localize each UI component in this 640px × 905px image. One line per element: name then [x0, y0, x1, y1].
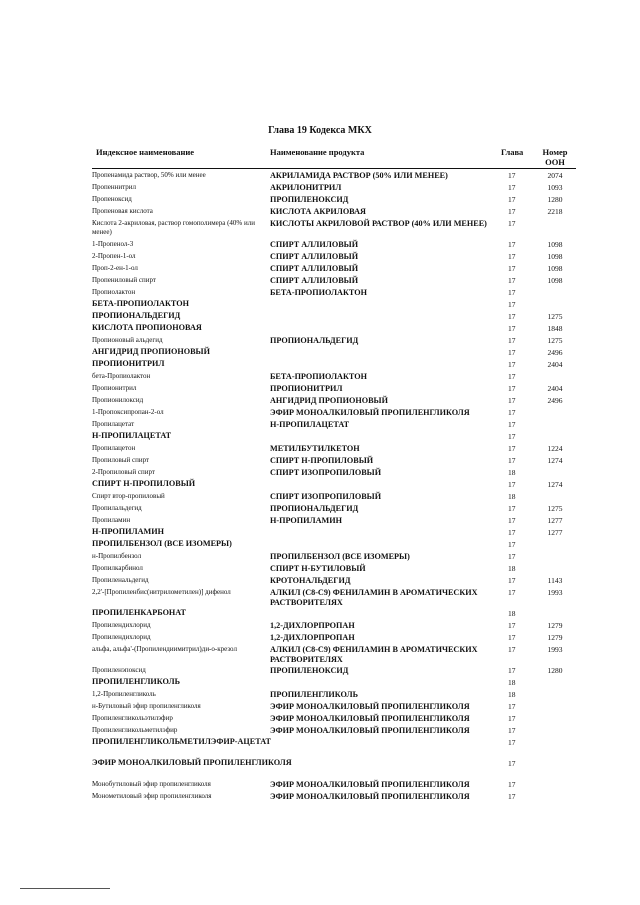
- product-name-cell: ПРОПИОНАЛЬДЕГИД: [270, 336, 359, 345]
- column-header-un-number: [538, 147, 572, 167]
- un-number-cell: 1277: [547, 516, 563, 525]
- product-name-cell: ЭФИР МОНОАЛКИЛОВЫЙ ПРОПИЛЕНГЛИКОЛЯ: [270, 702, 470, 711]
- un-number-cell: 2074: [547, 171, 563, 180]
- table-row: [0, 240, 640, 252]
- un-number-cell: 1848: [547, 324, 563, 333]
- index-name-cell: Пропионитрил: [92, 384, 137, 392]
- index-name-cell: ПРОПИОНАЛЬДЕГИД: [92, 311, 181, 320]
- un-number-cell: 1275: [547, 312, 563, 321]
- table-row: [0, 780, 640, 792]
- table-row: [0, 540, 640, 552]
- un-number-cell: 1280: [547, 195, 563, 204]
- column-header-chapter: Глава: [501, 147, 524, 157]
- index-name-cell: Пропилкарбинол: [92, 564, 143, 572]
- un-number-cell: 1098: [547, 276, 563, 285]
- table-row: [0, 207, 640, 219]
- table-row: [0, 396, 640, 408]
- un-number-cell: 1279: [547, 633, 563, 642]
- table-row: [0, 264, 640, 276]
- product-name-cell: СПИРТ Н-БУТИЛОВЫЙ: [270, 564, 366, 573]
- index-name-cell: Пропиленгликольметилэфир: [92, 726, 178, 734]
- un-number-cell: 1098: [547, 264, 563, 273]
- index-name-cell: Пропионовый альдегид: [92, 336, 163, 344]
- table-row: [0, 714, 640, 726]
- chapter-cell: 17: [508, 444, 516, 453]
- index-name-cell: Монометиловый эфир пропиленгликоля: [92, 792, 212, 800]
- chapter-cell: 17: [508, 621, 516, 630]
- product-name-cell: КРОТОНАЛЬДЕГИД: [270, 576, 351, 585]
- index-name-cell: н-Пропилбензол: [92, 552, 142, 560]
- footnote-divider: [20, 888, 110, 889]
- chapter-cell: 17: [508, 516, 516, 525]
- chapter-cell: 17: [508, 420, 516, 429]
- chapter-cell: 18: [508, 690, 516, 699]
- index-name-cell: 2,2'-[Пропиленбис(нитрилометилен)] дифенол: [92, 588, 231, 596]
- chapter-cell: 17: [508, 540, 516, 549]
- table-row: [0, 552, 640, 564]
- table-row: [0, 171, 640, 183]
- chapter-cell: 17: [508, 372, 516, 381]
- un-number-cell: 1275: [547, 504, 563, 513]
- table-row: [0, 183, 640, 195]
- product-name-cell: ЭФИР МОНОАЛКИЛОВЫЙ ПРОПИЛЕНГЛИКОЛЯ: [270, 714, 470, 723]
- chapter-cell: 18: [508, 678, 516, 687]
- product-name-cell: СПИРТ ИЗОПРОПИЛОВЫЙ: [270, 492, 382, 501]
- index-name-cell: Пропиленальдегид: [92, 576, 149, 584]
- table-row: [0, 678, 640, 690]
- index-name-cell: 2-Пропен-1-ол: [92, 252, 136, 260]
- chapter-cell: 17: [508, 171, 516, 180]
- product-name-cell: АЛКИЛ (С8-С9) ФЕНИЛАМИН В АРОМАТИЧЕСКИХ РАСТВОРИТЕЛЯХ: [270, 645, 478, 664]
- chapter-cell: 17: [508, 312, 516, 321]
- product-name-cell: БЕТА-ПРОПИОЛАКТОН: [270, 288, 367, 297]
- chapter-cell: 17: [508, 252, 516, 261]
- un-number-cell: 2496: [547, 396, 563, 405]
- index-name-cell: Пропеноксид: [92, 195, 132, 203]
- chapter-cell: 17: [508, 528, 516, 537]
- index-name-cell: Проп-2-ен-1-ол: [92, 264, 138, 272]
- table-row: [0, 792, 640, 804]
- product-name-cell: Н-ПРОПИЛАЦЕТАТ: [270, 420, 350, 429]
- chapter-cell: 17: [508, 714, 516, 723]
- index-name-cell: Пропенамида раствор, 50% или менее: [92, 171, 206, 179]
- product-name-cell: СПИРТ ИЗОПРОПИЛОВЫЙ: [270, 468, 382, 477]
- table-row: [0, 759, 640, 780]
- un-number-cell: 2404: [547, 384, 563, 393]
- product-name-cell: КИСЛОТА АКРИЛОВАЯ: [270, 207, 366, 216]
- index-name-cell: Пропиламин: [92, 516, 131, 524]
- table-row: [0, 492, 640, 504]
- index-name-cell: 1-Пропенол-3: [92, 240, 134, 248]
- index-name-cell: Н-ПРОПИЛАЦЕТАТ: [92, 431, 172, 440]
- chapter-cell: 18: [508, 492, 516, 501]
- un-number-cell: 1277: [547, 528, 563, 537]
- table-row: [0, 408, 640, 420]
- index-name-cell: АНГИДРИД ПРОПИОНОВЫЙ: [92, 347, 210, 356]
- chapter-cell: 17: [508, 666, 516, 675]
- table-row: [0, 444, 640, 456]
- index-name-cell: КИСЛОТА ПРОПИОНОВАЯ: [92, 323, 202, 332]
- column-header-index-name: Индексное наименование: [96, 147, 195, 157]
- index-name-cell: Пропионилоксид: [92, 396, 144, 404]
- product-name-cell: СПИРТ АЛЛИЛОВЫЙ: [270, 276, 359, 285]
- chapter-cell: 17: [508, 264, 516, 273]
- product-name-cell: ПРОПИОНАЛЬДЕГИД: [270, 504, 359, 513]
- index-name-cell: ПРОПИОНИТРИЛ: [92, 359, 165, 368]
- product-name-cell: АКРИЛАМИДА РАСТВОР (50% ИЛИ МЕНЕЕ): [270, 171, 448, 180]
- index-name-cell: альфа, альфа'-(Пропилендиимитрил)ди-о-крезол: [92, 645, 237, 653]
- index-name-cell: Пропилальдегид: [92, 504, 142, 512]
- product-name-cell: КИСЛОТЫ АКРИЛОВОЙ РАСТВОР (40% ИЛИ МЕНЕЕ): [270, 219, 487, 228]
- table-row: [0, 702, 640, 714]
- table-row: [0, 633, 640, 645]
- product-name-cell: СПИРТ АЛЛИЛОВЫЙ: [270, 264, 359, 273]
- product-name-cell: ЭФИР МОНОАЛКИЛОВЫЙ ПРОПИЛЕНГЛИКОЛЯ: [270, 408, 470, 417]
- index-name-cell: ПРОПИЛБЕНЗОЛ (ВСЕ ИЗОМЕРЫ): [92, 539, 232, 548]
- table-row: [0, 456, 640, 468]
- index-name-cell: Спирт втор-пропиловый: [92, 492, 165, 500]
- chapter-cell: 17: [508, 195, 516, 204]
- page-title: Глава 19 Кодекса МКХ: [268, 125, 372, 136]
- index-name-cell: Пропилацетон: [92, 444, 136, 452]
- product-name-cell: АНГИДРИД ПРОПИОНОВЫЙ: [270, 396, 388, 405]
- un-number-cell: 1143: [547, 576, 563, 585]
- un-number-cell: 1275: [547, 336, 563, 345]
- table-row: [0, 324, 640, 336]
- table-row: [0, 588, 640, 609]
- table-row: [0, 576, 640, 588]
- index-name-cell: Пропилацетат: [92, 420, 135, 428]
- product-name-cell: ПРОПИЛЕНОКСИД: [270, 195, 349, 204]
- chapter-cell: 17: [508, 456, 516, 465]
- product-table: [0, 171, 640, 804]
- chapter-cell: 17: [508, 504, 516, 513]
- product-name-cell: АКРИЛОНИТРИЛ: [270, 183, 342, 192]
- table-row: [0, 252, 640, 264]
- index-name-cell: ЭФИР МОНОАЛКИЛОВЫЙ ПРОПИЛЕНГЛИКОЛЯ: [92, 758, 292, 767]
- product-name-cell: СПИРТ АЛЛИЛОВЫЙ: [270, 240, 359, 249]
- chapter-cell: 17: [508, 300, 516, 309]
- un-number-cell: 1098: [547, 240, 563, 249]
- chapter-cell: 18: [508, 468, 516, 477]
- product-name-cell: ПРОПИЛЕНОКСИД: [270, 666, 349, 675]
- table-row: [0, 276, 640, 288]
- un-number-cell: 2496: [547, 348, 563, 357]
- index-name-cell: Пропилендихлорид: [92, 621, 151, 629]
- index-name-cell: Н-ПРОПИЛАМИН: [92, 527, 165, 536]
- index-name-cell: Пропиленгликольэтилэфир: [92, 714, 173, 722]
- chapter-cell: 17: [508, 738, 516, 747]
- chapter-cell: 17: [508, 384, 516, 393]
- table-row: [0, 432, 640, 444]
- product-name-cell: 1,2-ДИХЛОРПРОПАН: [270, 621, 355, 630]
- chapter-cell: 17: [508, 792, 516, 801]
- index-name-cell: Пропеновая кислота: [92, 207, 153, 215]
- chapter-cell: 17: [508, 324, 516, 333]
- product-name-cell: ПРОПИЛЕНГЛИКОЛЬ: [270, 690, 359, 699]
- table-row: [0, 504, 640, 516]
- table-row: [0, 480, 640, 492]
- chapter-cell: 17: [508, 348, 516, 357]
- un-number-cell: 1224: [547, 444, 563, 453]
- product-name-cell: ПРОПИОНИТРИЛ: [270, 384, 343, 393]
- table-row: [0, 609, 640, 621]
- un-number-cell: 1993: [547, 588, 563, 597]
- chapter-cell: 17: [508, 432, 516, 441]
- chapter-cell: 18: [508, 564, 516, 573]
- chapter-cell: 17: [508, 588, 516, 597]
- table-row: [0, 564, 640, 576]
- chapter-cell: 18: [508, 609, 516, 618]
- chapter-cell: 17: [508, 360, 516, 369]
- index-name-cell: 1-Пропоксипропан-2-ол: [92, 408, 164, 416]
- header-divider: [92, 168, 576, 169]
- chapter-cell: 17: [508, 408, 516, 417]
- chapter-cell: 17: [508, 336, 516, 345]
- un-number-cell: 1993: [547, 645, 563, 654]
- chapter-cell: 17: [508, 276, 516, 285]
- table-row: [0, 384, 640, 396]
- un-number-cell: 2404: [547, 360, 563, 369]
- chapter-cell: 17: [508, 183, 516, 192]
- product-name-cell: ЭФИР МОНОАЛКИЛОВЫЙ ПРОПИЛЕНГЛИКОЛЯ: [270, 780, 470, 789]
- un-number-cell: 2218: [547, 207, 563, 216]
- table-row: [0, 219, 640, 240]
- product-name-cell: СПИРТ Н-ПРОПИЛОВЫЙ: [270, 456, 374, 465]
- un-number-cell: 1274: [547, 456, 563, 465]
- chapter-cell: 17: [508, 288, 516, 297]
- product-name-cell: ЭФИР МОНОАЛКИЛОВЫЙ ПРОПИЛЕНГЛИКОЛЯ: [270, 792, 470, 801]
- index-name-cell: СПИРТ Н-ПРОПИЛОВЫЙ: [92, 479, 196, 488]
- table-row: [0, 621, 640, 633]
- index-name-cell: Пропеннитрил: [92, 183, 137, 191]
- un-number-cell: 1093: [547, 183, 563, 192]
- chapter-cell: 17: [508, 759, 516, 768]
- chapter-cell: 17: [508, 396, 516, 405]
- index-name-cell: Монобутиловый эфир пропиленгликоля: [92, 780, 211, 788]
- table-row: [0, 645, 640, 666]
- index-name-cell: Кислота 2-акриловая, раствор гомополимера (40% или менее): [92, 219, 255, 236]
- un-header-line2: ООН: [545, 157, 565, 167]
- product-name-cell: АЛКИЛ (С8-С9) ФЕНИЛАМИН В АРОМАТИЧЕСКИХ РАСТВОРИТЕЛЯХ: [270, 588, 478, 607]
- chapter-cell: 17: [508, 207, 516, 216]
- product-name-cell: МЕТИЛБУТИЛКЕТОН: [270, 444, 360, 453]
- column-header-product-name: Наименование продукта: [270, 147, 365, 157]
- chapter-cell: 17: [508, 702, 516, 711]
- un-number-cell: 1274: [547, 480, 563, 489]
- table-row: [0, 690, 640, 702]
- product-name-cell: БЕТА-ПРОПИОЛАКТОН: [270, 372, 367, 381]
- chapter-cell: 17: [508, 240, 516, 249]
- index-name-cell: Пропиолактон: [92, 288, 136, 296]
- product-name-cell: ЭФИР МОНОАЛКИЛОВЫЙ ПРОПИЛЕНГЛИКОЛЯ: [270, 726, 470, 735]
- index-name-cell: ПРОПИЛЕНГЛИКОЛЬМЕТИЛЭФИР-АЦЕТАТ: [92, 737, 271, 746]
- chapter-cell: 17: [508, 780, 516, 789]
- index-name-cell: ПРОПИЛЕНГЛИКОЛЬ: [92, 677, 181, 686]
- index-name-cell: ПРОПИЛЕНКАРБОНАТ: [92, 608, 186, 617]
- chapter-cell: 17: [508, 219, 516, 228]
- table-row: [0, 195, 640, 207]
- un-number-cell: 1279: [547, 621, 563, 630]
- product-name-cell: Н-ПРОПИЛАМИН: [270, 516, 343, 525]
- index-name-cell: Пропилендихлорид: [92, 633, 151, 641]
- un-number-cell: 1098: [547, 252, 563, 261]
- product-name-cell: ПРОПИЛБЕНЗОЛ (ВСЕ ИЗОМЕРЫ): [270, 552, 410, 561]
- un-number-cell: 1280: [547, 666, 563, 675]
- un-header-line1: Номер: [542, 147, 568, 157]
- product-name-cell: СПИРТ АЛЛИЛОВЫЙ: [270, 252, 359, 261]
- index-name-cell: н-Бутиловый эфир пропиленгликоля: [92, 702, 201, 710]
- chapter-cell: 17: [508, 726, 516, 735]
- table-row: [0, 372, 640, 384]
- chapter-cell: 17: [508, 645, 516, 654]
- chapter-cell: 17: [508, 576, 516, 585]
- index-name-cell: 2-Пропиловый спирт: [92, 468, 155, 476]
- index-name-cell: Пропиловый спирт: [92, 456, 150, 464]
- chapter-cell: 17: [508, 633, 516, 642]
- chapter-cell: 17: [508, 480, 516, 489]
- index-name-cell: Пропениловый спирт: [92, 276, 156, 284]
- product-name-cell: 1,2-ДИХЛОРПРОПАН: [270, 633, 355, 642]
- table-row: [0, 738, 640, 759]
- chapter-cell: 17: [508, 552, 516, 561]
- index-name-cell: БЕТА-ПРОПИОЛАКТОН: [92, 299, 189, 308]
- table-row: [0, 360, 640, 372]
- index-name-cell: 1,2-Пропиленгликоль: [92, 690, 156, 698]
- index-name-cell: бета-Пропиолактон: [92, 372, 151, 380]
- index-name-cell: Пропиленэпоксид: [92, 666, 146, 674]
